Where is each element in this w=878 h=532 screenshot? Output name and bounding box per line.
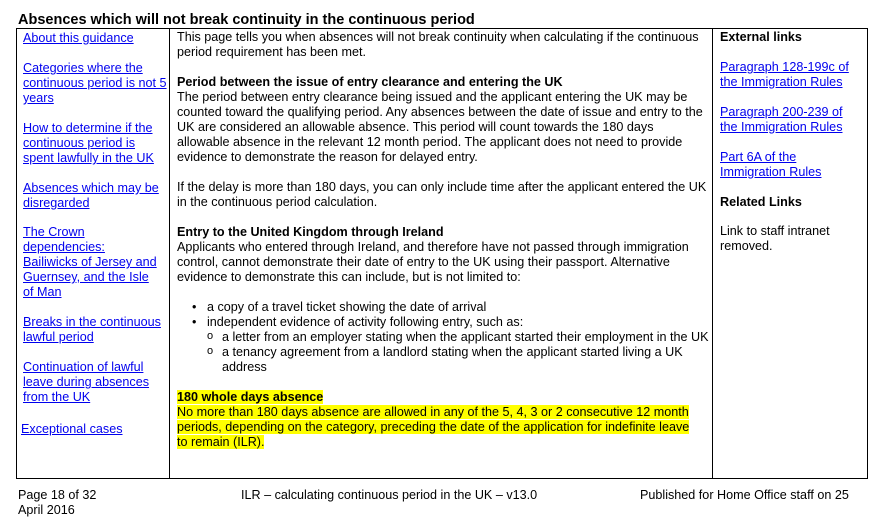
- external-link-paragraph-200[interactable]: Paragraph 200-239 of the Immigration Rules: [720, 105, 843, 134]
- section-heading-ireland: Entry to the United Kingdom through Ireland: [177, 225, 444, 239]
- sublist-item: [207, 330, 709, 345]
- highlighted-text: to remain (ILR).: [177, 435, 265, 449]
- related-links-heading: Related Links: [720, 195, 802, 209]
- list-item-text: independent evidence of activity following entry, such as:: [207, 315, 524, 329]
- section-body-ireland: Applicants who entered through Ireland, and therefore have not passed through immigration control, cannot demonstrate their date of entry to the UK using their passport. Alternative evidence to demonstrate this can include, but is not limited to:: [177, 240, 689, 284]
- section-body-180-days: [177, 405, 709, 450]
- evidence-sublist: [207, 330, 709, 375]
- highlighted-text: No more than 180 days absence are allowed in any of the 5, 4, 3 or 2 consecutive 12 month: [177, 405, 689, 419]
- section-heading-180-days: [177, 390, 709, 405]
- section-body-entry-clearance: The period between entry clearance being issued and the applicant entering the UK may be counted toward the qualifying period. Any absences between the date of issue and entry to the UK are considered an allowable absence. This period will count towards the 180 days allowable absence in the relevant 12 month period. The applicant does not need to provide evidence to demonstrate the reason for delayed entry.: [177, 90, 703, 164]
- section-heading-entry-clearance: Period between the issue of entry clearance and entering the UK: [177, 75, 563, 89]
- highlighted-heading: 180 whole days absence: [177, 390, 324, 404]
- sublist-item-text: a tenancy agreement from a landlord stating when the applicant started living a UK address: [222, 345, 683, 374]
- nav-link-continuation-of-leave[interactable]: Continuation of lawful leave during absences from the UK: [23, 360, 150, 404]
- evidence-list: [177, 300, 709, 375]
- nav-link-about-this-guidance[interactable]: About this guidance: [23, 31, 134, 45]
- column-divider-left: [169, 29, 170, 478]
- footer-published: Published for Home Office staff on 25: [640, 488, 849, 502]
- external-links-heading: External links: [720, 30, 802, 44]
- external-link-part-6a[interactable]: Part 6A of the Immigration Rules: [720, 150, 822, 179]
- footer-page-info: [18, 488, 96, 518]
- nav-link-lawfully-spent[interactable]: How to determine if the continuous period is spent lawfully in the UK: [23, 121, 154, 165]
- highlighted-text: periods, depending on the category, preceding the date of the application for indefinite leave: [177, 420, 690, 434]
- related-links-text: Link to staff intranet removed.: [720, 224, 830, 253]
- content-table: [16, 28, 868, 479]
- footer-document-title: ILR – calculating continuous period in the UK – v13.0: [241, 488, 538, 502]
- list-item: [177, 315, 709, 375]
- list-item: [177, 300, 709, 315]
- nav-link-absences-disregarded[interactable]: Absences which may be disregarded: [23, 181, 159, 210]
- intro-text: This page tells you when absences will not break continuity when calculating if the continuous period requirement has been met.: [177, 30, 699, 59]
- nav-link-exceptional-cases[interactable]: Exceptional cases: [21, 422, 123, 436]
- nav-link-breaks-lawful-period[interactable]: Breaks in the continuous lawful period: [23, 315, 161, 344]
- sublist-item-text: a letter from an employer stating when the applicant started their employment in the UK: [222, 330, 709, 344]
- main-content: [177, 30, 709, 450]
- sublist-item: [207, 345, 709, 375]
- nav-link-crown-dependencies[interactable]: The Crown dependencies: Bailiwicks of Jersey and Guernsey, and the Isle of Man: [23, 225, 157, 299]
- list-item-text: a copy of a travel ticket showing the date of arrival: [207, 300, 487, 314]
- section-body-delay: If the delay is more than 180 days, you can only include time after the applicant entered the UK in the continuous period calculation.: [177, 180, 707, 209]
- page-title: Absences which will not break continuity in the continuous period: [18, 12, 475, 28]
- column-divider-right: [712, 29, 713, 478]
- publication-date: April 2016: [18, 503, 75, 517]
- links-sidebar: [720, 30, 860, 254]
- external-link-paragraph-128[interactable]: Paragraph 128-199c of the Immigration Rules: [720, 60, 849, 89]
- nav-link-categories[interactable]: Categories where the continuous period is not 5 years: [23, 61, 167, 105]
- page-number: Page 18 of 32: [18, 488, 97, 502]
